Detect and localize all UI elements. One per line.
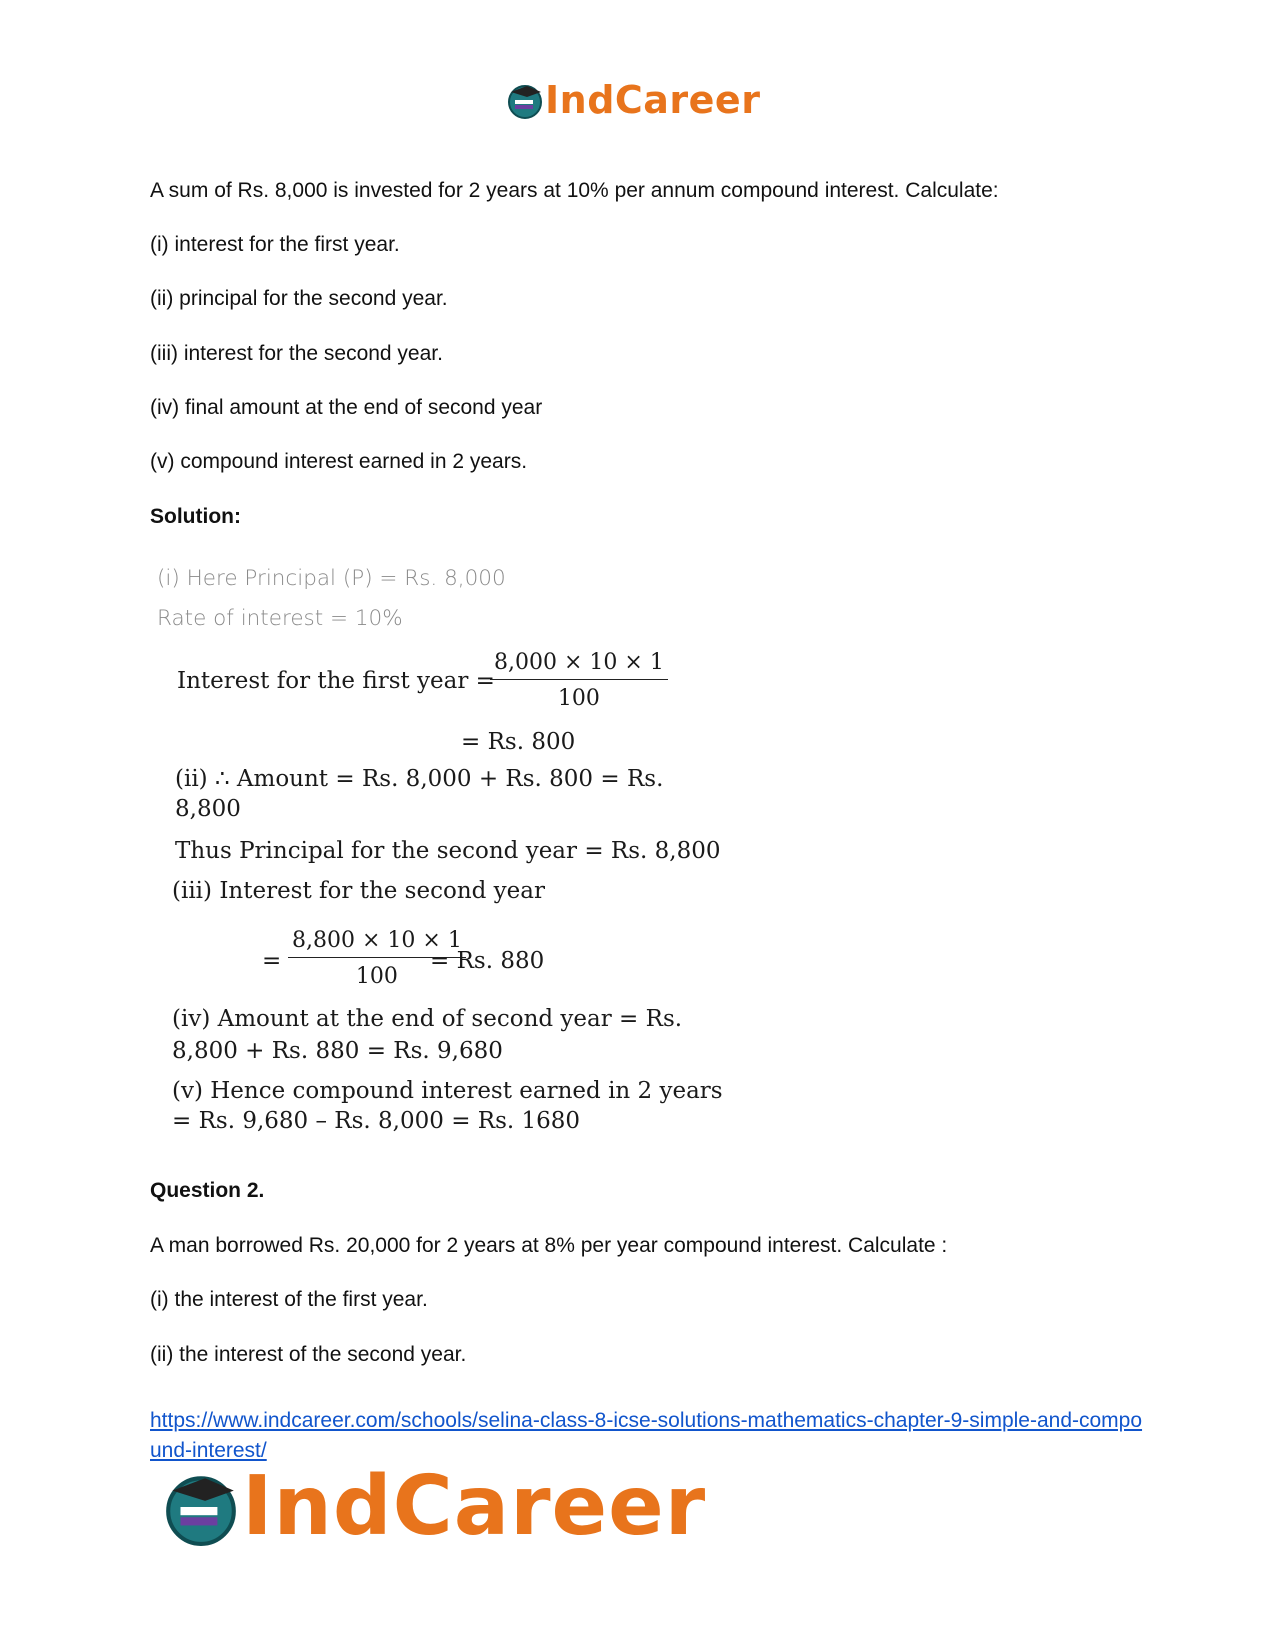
question1-prompt: A sum of Rs. 8,000 is invested for 2 years at 10% per annum compound interest. Calculate: bbox=[150, 179, 999, 202]
solution-principal-line: (i) Here Principal (P) = Rs. 8,000 bbox=[157, 566, 506, 591]
logo-text: IndCareer bbox=[545, 78, 761, 122]
question2-heading: Question 2. bbox=[150, 1179, 265, 1202]
globe-cap-icon bbox=[505, 80, 545, 120]
part-iv-line2: 8,800 + Rs. 880 = Rs. 9,680 bbox=[172, 1038, 503, 1064]
part-v-line1: (v) Hence compound interest earned in 2 years bbox=[172, 1078, 723, 1104]
globe-cap-icon bbox=[160, 1466, 242, 1548]
first-year-result: = Rs. 800 bbox=[461, 729, 576, 755]
second-eq-sign: = bbox=[262, 948, 282, 974]
part-v-line2: = Rs. 9,680 – Rs. 8,000 = Rs. 1680 bbox=[172, 1108, 581, 1134]
second-year-numerator: 8,800 × 10 × 1 bbox=[288, 928, 466, 958]
solution-rate-line: Rate of interest = 10% bbox=[157, 606, 403, 631]
question1-part-v: (v) compound interest earned in 2 years. bbox=[150, 450, 528, 473]
first-year-denominator: 100 bbox=[557, 686, 600, 711]
solution-heading: Solution: bbox=[150, 505, 241, 528]
question1-part-ii: (ii) principal for the second year. bbox=[150, 287, 448, 310]
part-iv-line1: (iv) Amount at the end of second year = Rs. bbox=[172, 1006, 683, 1032]
question1-part-iii: (iii) interest for the second year. bbox=[150, 342, 443, 365]
first-year-fraction bbox=[490, 650, 668, 711]
part-ii-line1: (ii) ∴ Amount = Rs. 8,000 + Rs. 800 = Rs. bbox=[175, 766, 664, 792]
second-year-denominator: 100 bbox=[355, 964, 398, 989]
thus-principal-line: Thus Principal for the second year = Rs. 8,800 bbox=[175, 838, 721, 864]
second-year-result: = Rs. 880 bbox=[430, 948, 545, 974]
part-ii-line2: 8,800 bbox=[175, 796, 241, 822]
question2-part-i: (i) the interest of the first year. bbox=[150, 1288, 428, 1311]
question1-part-i: (i) interest for the first year. bbox=[150, 233, 400, 256]
footer-logo-text: IndCareer bbox=[242, 1459, 707, 1554]
part-iii-line: (iii) Interest for the second year bbox=[172, 878, 545, 904]
question2-part-ii: (ii) the interest of the second year. bbox=[150, 1343, 467, 1366]
question2-prompt: A man borrowed Rs. 20,000 for 2 years at 8% per year compound interest. Calculate : bbox=[150, 1234, 948, 1257]
first-year-label: Interest for the first year = bbox=[177, 668, 495, 694]
question1-part-iv: (iv) final amount at the end of second year bbox=[150, 396, 543, 419]
header-logo bbox=[505, 78, 760, 122]
footer-logo bbox=[160, 1459, 707, 1554]
footer-link[interactable]: https://www.indcareer.com/schools/selina-class-8-icse-solutions-mathematics-chapter-9-simple-and-compound-interest/ bbox=[150, 1409, 1143, 1462]
first-year-numerator: 8,000 × 10 × 1 bbox=[490, 650, 668, 680]
